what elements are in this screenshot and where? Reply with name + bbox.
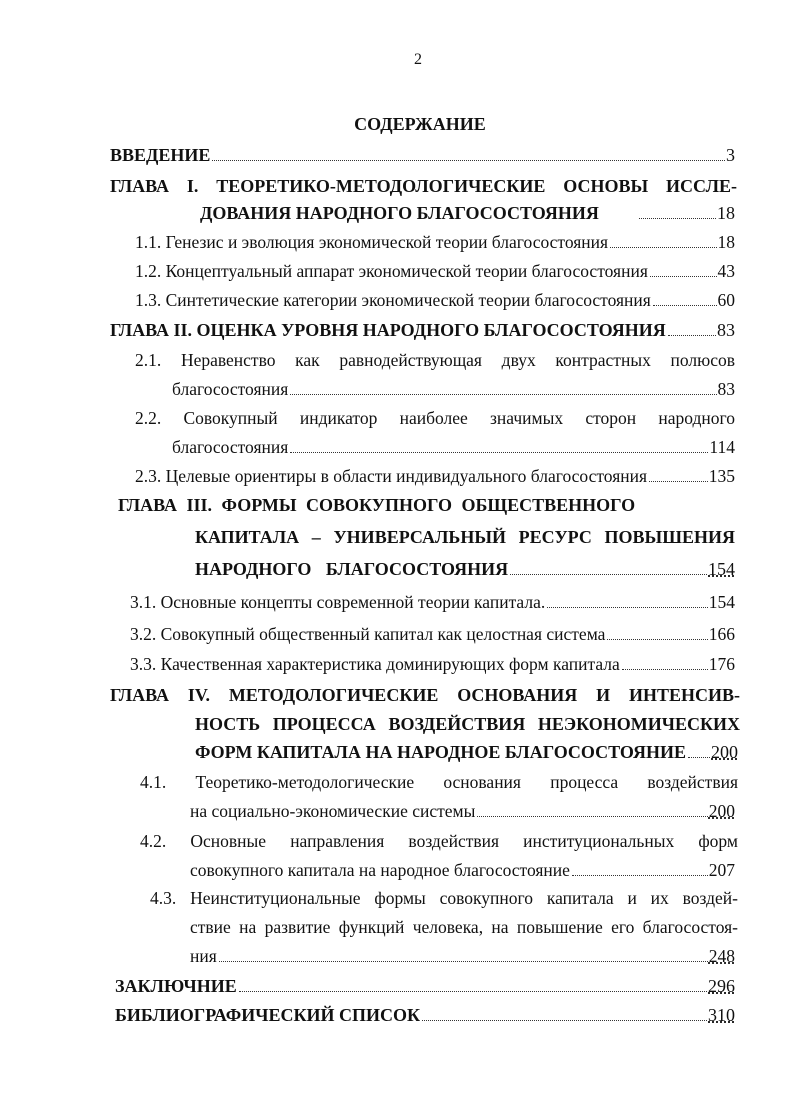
toc-page: 18 <box>717 203 735 223</box>
dot-leader <box>572 858 708 876</box>
toc-page: 114 <box>709 437 735 457</box>
toc-section-4-2-line2[interactable] <box>190 858 735 882</box>
toc-label: 1.3. Синтетические категории экономической теории благосостояния <box>135 290 651 310</box>
toc-chapter3-line1[interactable]: ГЛАВА III. ФОРМЫ СОВОКУПНОГО ОБЩЕСТВЕННОГО <box>118 495 636 515</box>
toc-label: на социально-экономические системы <box>190 801 476 821</box>
toc-page: 83 <box>717 379 735 399</box>
toc-section-1-3[interactable] <box>135 288 735 312</box>
toc-label: 3.2. Совокупный общественный капитал как целостная система <box>130 624 606 644</box>
toc-page: 83 <box>717 320 735 340</box>
toc-chapter3-line2[interactable]: КАПИТАЛА – УНИВЕРСАЛЬНЫЙ РЕСУРС ПОВЫШЕНИЯ <box>195 527 735 547</box>
page-title: СОДЕРЖАНИЕ <box>354 114 486 134</box>
toc-section-3-2[interactable] <box>130 622 735 646</box>
dot-leader <box>510 557 707 575</box>
toc-section-2-1-line2[interactable] <box>172 377 735 401</box>
toc-section-4-3-line3[interactable] <box>190 944 735 968</box>
toc-label: БИБЛИОГРАФИЧЕСКИЙ СПИСОК <box>115 1005 421 1025</box>
toc-section-1-2[interactable] <box>135 259 735 283</box>
dot-leader <box>653 288 717 306</box>
toc-section-4-3-line2[interactable]: ствие на развитие функций человека, на повышение его благосостоя- <box>190 917 738 937</box>
toc-page: 200 <box>708 801 735 821</box>
toc-label: 1.1. Генезис и эволюция экономической теории благосостояния <box>135 232 609 252</box>
toc-label: 2.3. Целевые ориентиры в области индивидуального благосостояния <box>135 466 648 486</box>
toc-section-2-1-line1[interactable]: 2.1. Неравенство как равнодействующая двух контрастных полюсов <box>135 350 735 370</box>
toc-chapter2[interactable] <box>110 318 735 342</box>
toc-page: 200 <box>711 742 738 762</box>
toc-page: 296 <box>708 976 735 996</box>
dot-leader <box>477 799 707 817</box>
toc-section-4-1-line2[interactable] <box>190 799 735 823</box>
toc-page: 176 <box>708 654 735 674</box>
toc-page: 154 <box>708 559 735 579</box>
toc-page: 248 <box>708 946 735 966</box>
toc-conclusion[interactable] <box>115 974 735 998</box>
dot-leader <box>219 944 708 962</box>
toc-label: 3.1. Основные концепты современной теории капитала. <box>130 592 546 612</box>
toc-label: ДОВАНИЯ НАРОДНОГО БЛАГОСОСТОЯНИЯ <box>200 203 599 223</box>
dot-leader <box>622 652 708 670</box>
toc-section-3-3[interactable] <box>130 652 735 676</box>
dot-leader <box>422 1003 707 1021</box>
dot-leader <box>290 435 708 453</box>
dot-leader <box>239 974 707 992</box>
toc-chapter1-line2[interactable] <box>200 201 735 225</box>
toc-section-4-1-line1[interactable]: 4.1. Теоретико-методологические основания процесса воздействия <box>140 772 738 792</box>
toc-chapter3-line3[interactable] <box>195 557 735 581</box>
dot-leader <box>290 377 716 395</box>
toc-label: ВВЕДЕНИЕ <box>110 145 211 165</box>
toc-label: ЗАКЛЮЧНИЕ <box>115 976 237 996</box>
toc-page: 135 <box>708 466 735 486</box>
toc-chapter4-line2[interactable]: НОСТЬ ПРОЦЕССА ВОЗДЕЙСТВИЯ НЕЭКОНОМИЧЕСКИХ <box>195 714 740 734</box>
toc-page: 310 <box>708 1005 735 1025</box>
dot-leader <box>688 740 710 758</box>
dot-leader <box>610 230 716 248</box>
toc-label: 3.3. Качественная характеристика доминирующих форм капитала <box>130 654 620 674</box>
toc-section-2-3[interactable] <box>135 464 735 488</box>
dot-leader <box>650 259 717 277</box>
toc-page: 207 <box>708 860 735 880</box>
toc-page: 166 <box>708 624 735 644</box>
toc-chapter4-line3[interactable] <box>195 740 738 764</box>
dot-leader <box>668 318 716 336</box>
toc-intro[interactable] <box>110 143 735 167</box>
toc-section-4-2-line1[interactable]: 4.2. Основные направления воздействия институциональных форм <box>140 831 738 851</box>
toc-label: ФОРМ КАПИТАЛА НА НАРОДНОЕ БЛАГОСОСТОЯНИЕ <box>195 742 687 762</box>
toc-label: совокупного капитала на народное благосостояние <box>190 860 570 880</box>
toc-label: НАРОДНОГО БЛАГОСОСТОЯНИЯ <box>195 559 509 579</box>
toc-page: 154 <box>708 592 735 612</box>
toc-page: 18 <box>717 232 735 252</box>
toc-label: 1.2. Концептуальный аппарат экономической теории благосостояния <box>135 261 648 281</box>
dot-leader <box>212 143 725 161</box>
toc-label: благосостояния <box>172 437 289 457</box>
toc-label: ГЛАВА II. ОЦЕНКА УРОВНЯ НАРОДНОГО БЛАГОСОСТОЯНИЯ <box>110 320 666 340</box>
toc-label: ния <box>190 946 217 966</box>
toc-page: 60 <box>717 290 735 310</box>
toc-page: 3 <box>726 145 735 165</box>
dot-leader <box>607 622 707 640</box>
toc-section-1-1[interactable] <box>135 230 735 254</box>
toc-chapter1-line1[interactable]: ГЛАВА I. ТЕОРЕТИКО-МЕТОДОЛОГИЧЕСКИЕ ОСНОВЫ ИССЛЕ- <box>110 176 737 196</box>
toc-label: благосостояния <box>172 379 289 399</box>
toc-section-2-2-line2[interactable] <box>172 435 735 459</box>
dot-leader <box>649 464 708 482</box>
dot-leader <box>547 590 708 608</box>
toc-page: 43 <box>717 261 735 281</box>
toc-section-4-3-line1[interactable]: 4.3. Неинституциональные формы совокупного капитала и их воздей- <box>150 888 738 908</box>
toc-chapter4-line1[interactable]: ГЛАВА IV. МЕТОДОЛОГИЧЕСКИЕ ОСНОВАНИЯ И ИНТЕНСИВ- <box>110 685 740 705</box>
page-number: 2 <box>414 51 422 68</box>
dot-leader <box>639 201 716 219</box>
toc-bibliography[interactable] <box>115 1003 735 1027</box>
toc-section-3-1[interactable] <box>130 590 735 614</box>
toc-section-2-2-line1[interactable]: 2.2. Совокупный индикатор наиболее значимых сторон народного <box>135 408 735 428</box>
